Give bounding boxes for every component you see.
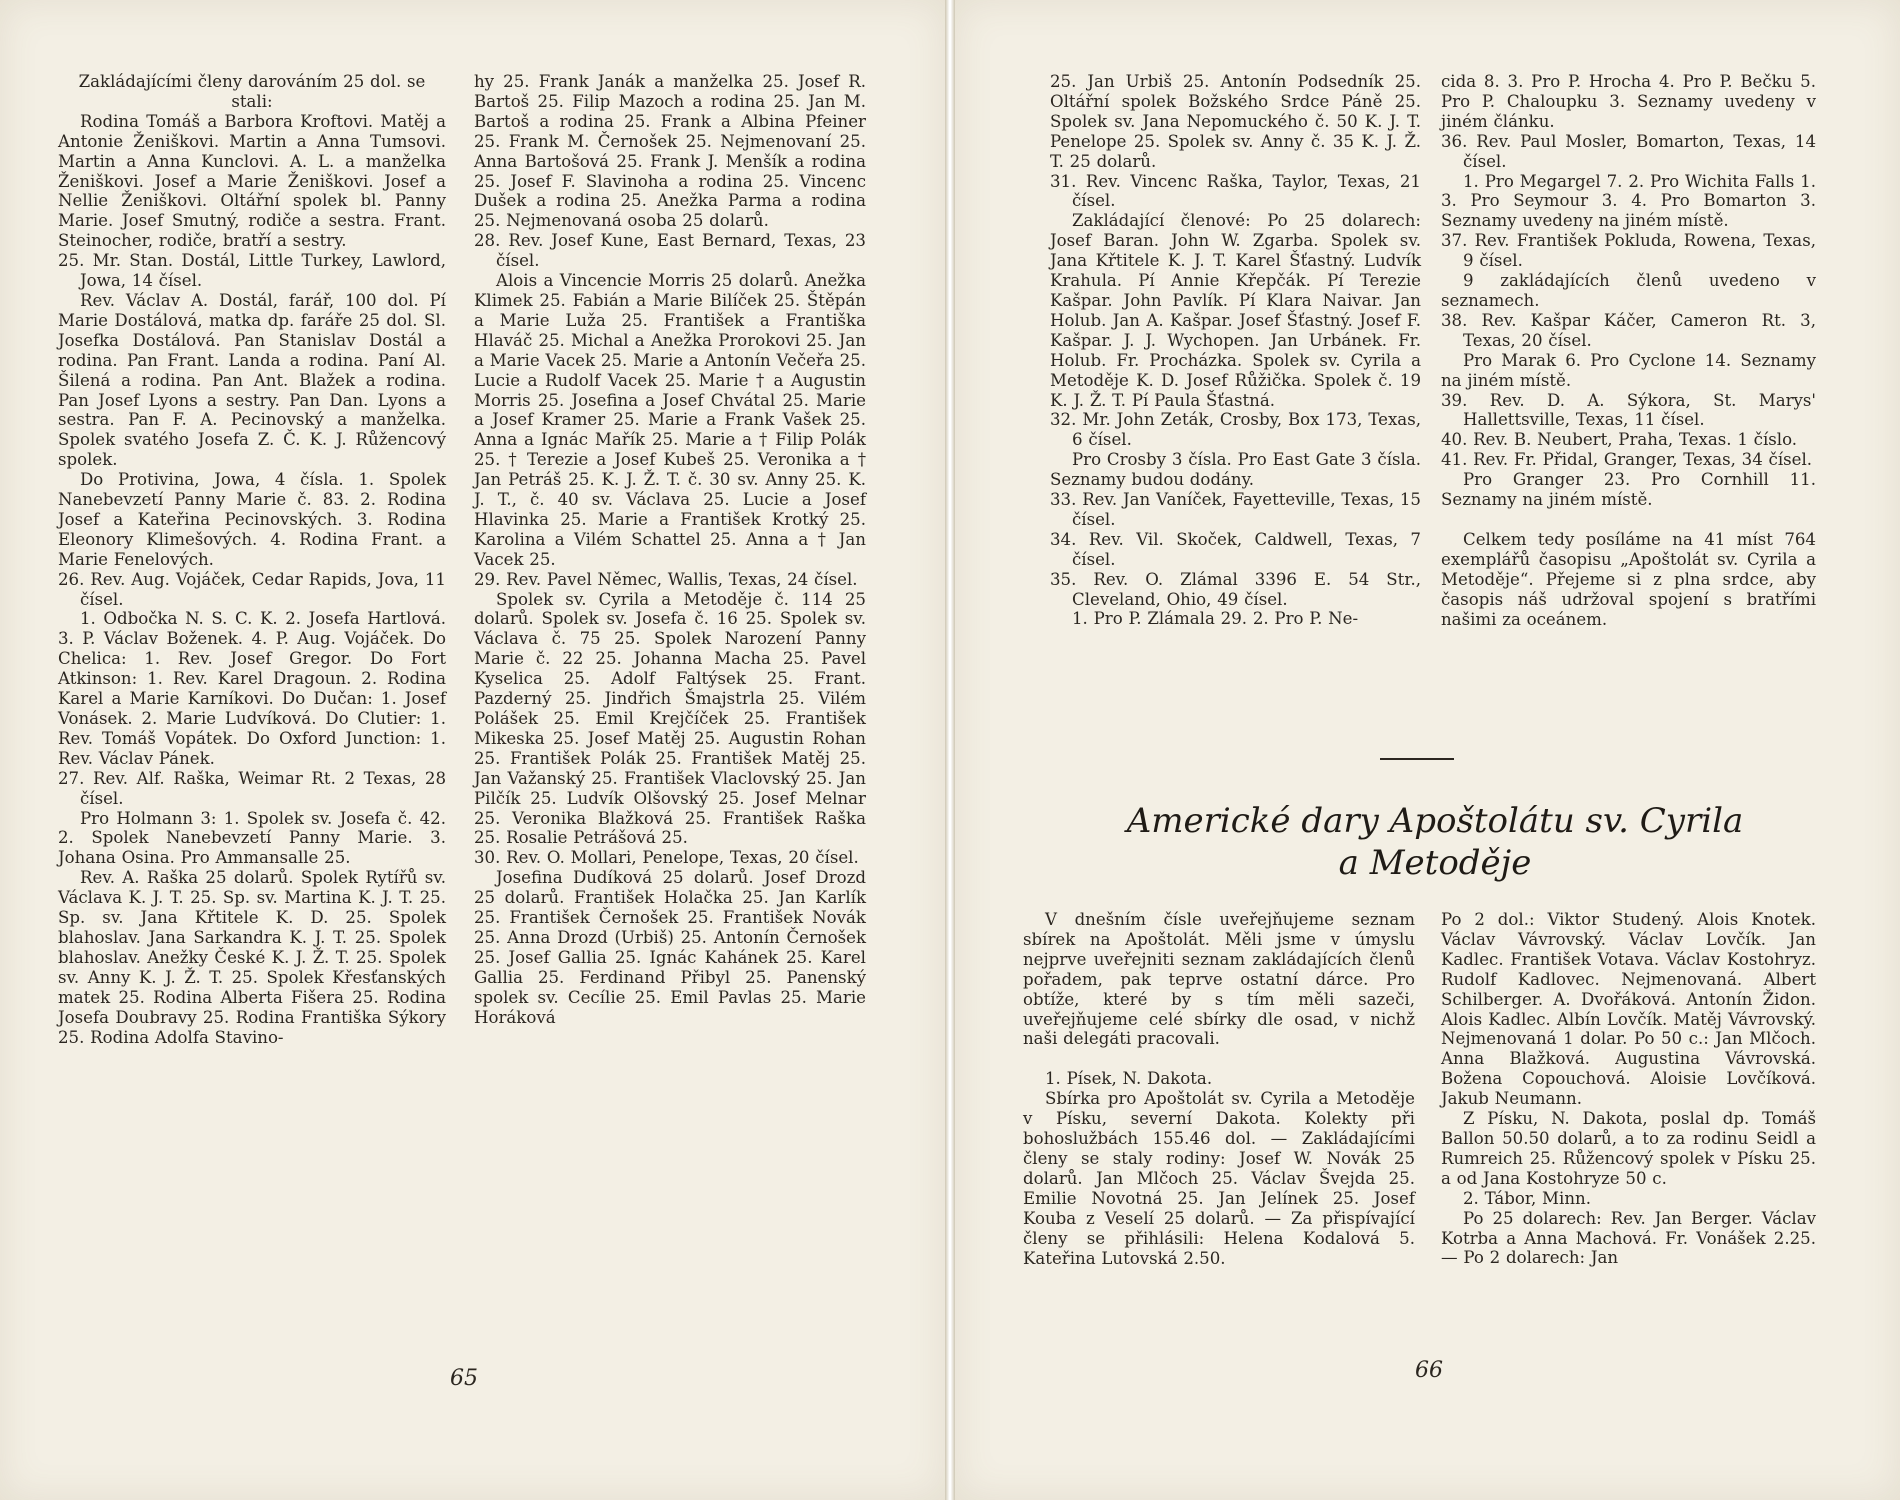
paragraph: V dnešním čísle uveřejňujeme seznam sbírek na Apoštolát. Měli jsme v úmyslu nejprve uveřejniti seznam zakládajících členů pořadem, pak teprve ostatní dárce. Pro obtíže, které by s tím měli sazeči, uveřejňujeme celé sbírky dle osad, v nichž naši delegáti pracovali.: [1023, 910, 1415, 1049]
paragraph: cida 8. 3. Pro P. Hrocha 4. Pro P. Bečku 5. Pro P. Chaloupku 3. Seznamy uvedeny v jiném článku.: [1441, 72, 1816, 131]
paragraph: Pro Crosby 3 čísla. Pro East Gate 3 čísla. Seznamy budou dodány.: [1050, 450, 1421, 490]
paragraph: Celkem tedy posíláme na 41 míst 764 exemplářů časopisu „Apoštolát sv. Cyrila a Metoděje“. Přejeme si z plna srdce, aby časopis náš udržoval spojení s bratřími našimi za oceánem.: [1441, 529, 1816, 629]
left-page-column-2: [474, 72, 866, 1028]
numbered-entry: 25. Mr. Stan. Dostál, Little Turkey, Lawlord, Jowa, 14 čísel.: [58, 251, 446, 291]
page-number: 66: [1415, 1358, 1443, 1383]
numbered-entry: 27. Rev. Alf. Raška, Weimar Rt. 2 Texas, 28 čísel.: [58, 768, 446, 808]
headline-line-1: Americké dary Apoštolátu sv. Cyrila: [1126, 801, 1744, 841]
paragraph: Rodina Tomáš a Barbora Kroftovi. Matěj a Antonie Ženiškovi. Martin a Anna Tumsovi. Martin a Anna Kunclovi. A. L. a manželka Ženiškovi. Josef a Marie Ženiškovi. Josef a Nellie Ženiškovi. Oltářní spolek bl. Panny Marie. Josef Smutný, rodiče a sestra. Frant. Steinocher, rodiče, bratří a sestry.: [58, 111, 446, 251]
numbered-entry: 30. Rev. O. Mollari, Penelope, Texas, 20 čísel.: [474, 848, 859, 868]
paragraph: hy 25. Frank Janák a manželka 25. Josef R. Bartoš 25. Filip Mazoch a rodina 25. Jan M. Bartoš a rodina 25. Frank a Albina Pfeiner 25. Frank M. Černošek 25. Nejmenovaní 25. Anna Bartošová 25. Frank J. Menšík a rodina 25. Josef F. Slavinoha a rodina 25. Vincenc Dušek a rodina 25. Anežka Parma a rodina 25. Nejmenovaná osoba 25 dolarů.: [474, 72, 866, 231]
numbered-entry: 28. Rev. Josef Kune, East Bernard, Texas, 23 čísel.: [474, 231, 866, 271]
paragraph: 2. Tábor, Minn.: [1463, 1188, 1591, 1208]
numbered-entry: 41. Rev. Fr. Přidal, Granger, Texas, 34 čísel.: [1441, 450, 1813, 470]
paragraph: Do Protivina, Jowa, 4 čísla. 1. Spolek Nanebevzetí Panny Marie č. 83. 2. Rodina Josef a Kateřina Pecinovských. 3. Rodina Eleonory Klimešových. 4. Rodina Frant. a Marie Fenelových.: [58, 470, 446, 569]
numbered-entry: 29. Rev. Pavel Němec, Wallis, Texas, 24 čísel.: [474, 569, 858, 589]
left-page-column-1: [58, 72, 446, 1047]
right-page-column-3: [1023, 910, 1415, 1268]
paragraph: Sbírka pro Apoštolát sv. Cyrila a Metoděje v Písku, severní Dakota. Kolekty při bohoslužbách 155.46 dol. — Zakládajícími členy se staly rodiny: Josef W. Novák 25 dolarů. Jan Mlčoch 25. Václav Švejda 25. Emilie Novotná 25. Jan Jelínek 25. Josef Kouba z Veselí 25 dolarů. — Za přispívající členy se přihlásili: Helena Kodalová 5. Kateřina Lutovská 2.50.: [1023, 1089, 1415, 1268]
numbered-entry: 31. Rev. Vincenc Raška, Taylor, Texas, 21 čísel.: [1050, 171, 1421, 211]
numbered-entry: 33. Rev. Jan Vaníček, Fayetteville, Texas, 15 čísel.: [1050, 490, 1421, 529]
numbered-entry: 36. Rev. Paul Mosler, Bomarton, Texas, 14 čísel.: [1441, 131, 1816, 171]
paragraph: Po 25 dolarech: Rev. Jan Berger. Václav Kotrba a Anna Machová. Fr. Vonášek 2.25. — Po 2 dolarech: Jan: [1441, 1208, 1816, 1268]
headline-line-2: a Metoděje: [1338, 843, 1532, 883]
paragraph: Josefina Dudíková 25 dolarů. Josef Drozd 25 dolarů. František Holačka 25. Jan Karlík 25. František Černošek 25. František Novák 25. Anna Drozd (Urbiš) 25. Antonín Černošek 25. Josef Gallia 25. Ignác Kahánek 25. Karel Gallia 25. Ferdinand Přibyl 25. Panenský spolek sv. Cecílie 25. Emil Pavlas 25. Marie Horáková: [474, 868, 866, 1027]
numbered-entry: 35. Rev. O. Zlámal 3396 E. 54 Str., Cleveland, Ohio, 49 čísel.: [1050, 569, 1421, 609]
numbered-entry: 32. Mr. John Zeták, Crosby, Box 173, Texas, 6 čísel.: [1050, 410, 1421, 450]
paragraph: Rev. A. Raška 25 dolarů. Spolek Rytířů sv. Václava K. J. T. 25. Sp. sv. Martina K. J. T. 25. Sp. sv. Jana Křtitele K. D. 25. Spolek blahoslav. Jana Sarkandra K. J. T. 25. Spolek blahoslav. Anežky České K. J. Ž. T. 25. Spolek sv. Anny K. J. Ž. T. 25. Spolek Křesťanských matek 25. Rodina Alberta Fišera 25. Rodina Josefa Doubravy 25. Rodina Františka Sýkory 25. Rodina Adolfa Stavino-: [58, 868, 446, 1047]
page-number: 65: [450, 1366, 478, 1391]
paragraph: Zakládajícími členy darováním 25 dol. se stali:: [78, 72, 426, 111]
right-page-column-1: [1050, 72, 1421, 629]
right-page-column-4: [1441, 910, 1816, 1268]
right-page: [955, 0, 1900, 1500]
paragraph: Spolek sv. Cyrila a Metoděje č. 114 25 dolarů. Spolek sv. Josefa č. 16 25. Spolek sv. Václava č. 75 25. Spolek Narození Panny Marie č. 22 25. Johanna Macha 25. Pavel Kyselica 25. Adolf Faltýsek 25. Frant. Pazderný 25. Jindřich Šmajstrla 25. Vilém Polášek 25. Emil Krejčíček 25. František Mikeska 25. Josef Matěj 25. Augustin Rohan 25. František Polák 25. František Matěj 25. Jan Važanský 25. František Vlaclovský 25. Jan Pilčík 25. Ludvík Olšovský 25. Josef Melnar 25. Veronika Blažková 25. František Raška 25. Rosalie Petrášová 25.: [474, 589, 866, 848]
paragraph: Pro Granger 23. Pro Cornhill 11. Seznamy na jiném místě.: [1441, 470, 1816, 510]
paragraph: 1. Písek, N. Dakota.: [1045, 1069, 1213, 1089]
paragraph: Pro Holmann 3: 1. Spolek sv. Josefa č. 42. 2. Spolek Nanebevzetí Panny Marie. 3. Johana Osina. Pro Ammansalle 25.: [58, 808, 446, 868]
paragraph: 1. Odbočka N. S. C. K. 2. Josefa Hartlová. 3. P. Václav Boženek. 4. P. Aug. Vojáček. Do Chelica: 1. Rev. Josef Gregor. Do Fort Atkinson: 1. Rev. Karel Dragoun. 2. Rodina Karel a Marie Karníkovi. Do Dučan: 1. Josef Vonásek. 2. Marie Ludvíková. Do Clutier: 1. Rev. Tomáš Vopátek. Do Oxford Junction: 1. Rev. Václav Pánek.: [58, 609, 446, 768]
numbered-entry: 40. Rev. B. Neubert, Praha, Texas. 1 číslo.: [1441, 430, 1798, 450]
paragraph: 9 zakládajících členů uvedeno v seznamech.: [1441, 271, 1816, 310]
numbered-entry: 34. Rev. Vil. Skoček, Caldwell, Texas, 7 čísel.: [1050, 529, 1421, 569]
right-page-column-2: [1441, 72, 1816, 629]
section-divider: [1380, 758, 1454, 760]
paragraph: Zakládající členové: Po 25 dolarech: Josef Baran. John W. Zgarba. Spolek sv. Jana Křtitele K. J. T. Karel Šťastný. Ludvík Krahula. Pí Annie Křepčák. Pí Terezie Kašpar. John Pavlík. Pí Klara Naivar. Jan Holub. Jan A. Kašpar. Josef Šťastný. Josef F. Kašpar. J. J. Wychopen. Jan Urbánek. Fr. Holub. Fr. Procházka. Spolek sv. Cyrila a Metoděje K. D. Josef Růžička. Spolek č. 19 K. J. Ž. T. Pí Paula Šťastná.: [1050, 211, 1421, 410]
numbered-entry: 26. Rev. Aug. Vojáček, Cedar Rapids, Jova, 11 čísel.: [58, 569, 446, 609]
paragraph: 25. Jan Urbiš 25. Antonín Podsedník 25. Oltářní spolek Božského Srdce Páně 25. Spolek sv. Jana Nepomuckého č. 50 K. J. T. Penelope 25. Spolek sv. Anny č. 35 K. J. Ž. T. 25 dolarů.: [1050, 72, 1421, 171]
numbered-entry: 37. Rev. František Pokluda, Rowena, Texas, 9 čísel.: [1441, 231, 1816, 271]
numbered-entry: 38. Rev. Kašpar Káčer, Cameron Rt. 3, Texas, 20 čísel.: [1441, 310, 1816, 350]
paragraph: Rev. Václav A. Dostál, farář, 100 dol. Pí Marie Dostálová, matka dp. faráře 25 dol. Sl. Josefka Dostálová. Pan Stanislav Dostál a rodina. Pan Frant. Landa a rodina. Paní Al. Šilená a rodina. Pan Ant. Blažek a rodina. Pan Josef Lyons a sestry. Pan Dan. Lyons a sestra. Pan F. A. Pecinovský a manželka. Spolek svatého Josefa Z. Č. K. J. Růžencový spolek.: [58, 290, 446, 470]
numbered-entry: 39. Rev. D. A. Sýkora, St. Marys' Hallettsville, Texas, 11 čísel.: [1441, 390, 1816, 430]
paragraph: Pro Marak 6. Pro Cyclone 14. Seznamy na jiném místě.: [1441, 350, 1816, 390]
book-gutter: [945, 0, 955, 1500]
paragraph: 1. Pro Megargel 7. 2. Pro Wichita Falls 1. 3. Pro Seymour 3. 4. Pro Bomarton 3. Seznamy uvedeny na jiném místě.: [1441, 171, 1816, 231]
article-headline: [1105, 800, 1765, 884]
paragraph: 1. Pro P. Zlámala 29. 2. Pro P. Ne-: [1072, 609, 1359, 629]
paragraph: Z Písku, N. Dakota, poslal dp. Tomáš Ballon 50.50 dolarů, a to za rodinu Seidl a Rumreich 25. Růžencový spolek v Písku 25. a od Jana Kostohryze 50 c.: [1441, 1109, 1816, 1188]
paragraph: Alois a Vincencie Morris 25 dolarů. Anežka Klimek 25. Fabián a Marie Bilíček 25. Štěpán a Marie Luža 25. František a Františka Hlaváč 25. Michal a Anežka Prorokovi 25. Jan a Marie Vacek 25. Marie a Antonín Večeřa 25. Lucie a Rudolf Vacek 25. Marie † a Augustin Morris 25. Josefina a Josef Chvátal 25. Marie a Josef Kramer 25. Marie a Frank Vašek 25. Anna a Ignác Mařík 25. Marie a † Filip Polák 25. † Terezie a Josef Kubeš 25. Veronika a † Jan Petráš 25. K. J. Ž. T. č. 30 sv. Anny 25. K. J. T., č. 40 sv. Václava 25. Lucie a Josef Hlavinka 25. Marie a František Krotký 25. Karolina a Vilém Schattel 25. Anna a † Jan Vacek 25.: [474, 271, 866, 569]
paragraph: Po 2 dol.: Viktor Studený. Alois Knotek. Václav Vávrovský. Václav Lovčík. Jan Kadlec. František Votava. Václav Kostohryz. Rudolf Kadlovec. Nejmenovaná. Albert Schilberger. A. Dvořáková. Antonín Židon. Alois Kadlec. Albín Lovčík. Matěj Vávrovský. Nejmenovaná 1 dolar. Po 50 c.: Jan Mlčoch. Anna Blažková. Augustina Vávrovská. Božena Copouchová. Aloisie Lovčíková. Jakub Neumann.: [1441, 910, 1816, 1109]
left-page: [0, 0, 945, 1500]
